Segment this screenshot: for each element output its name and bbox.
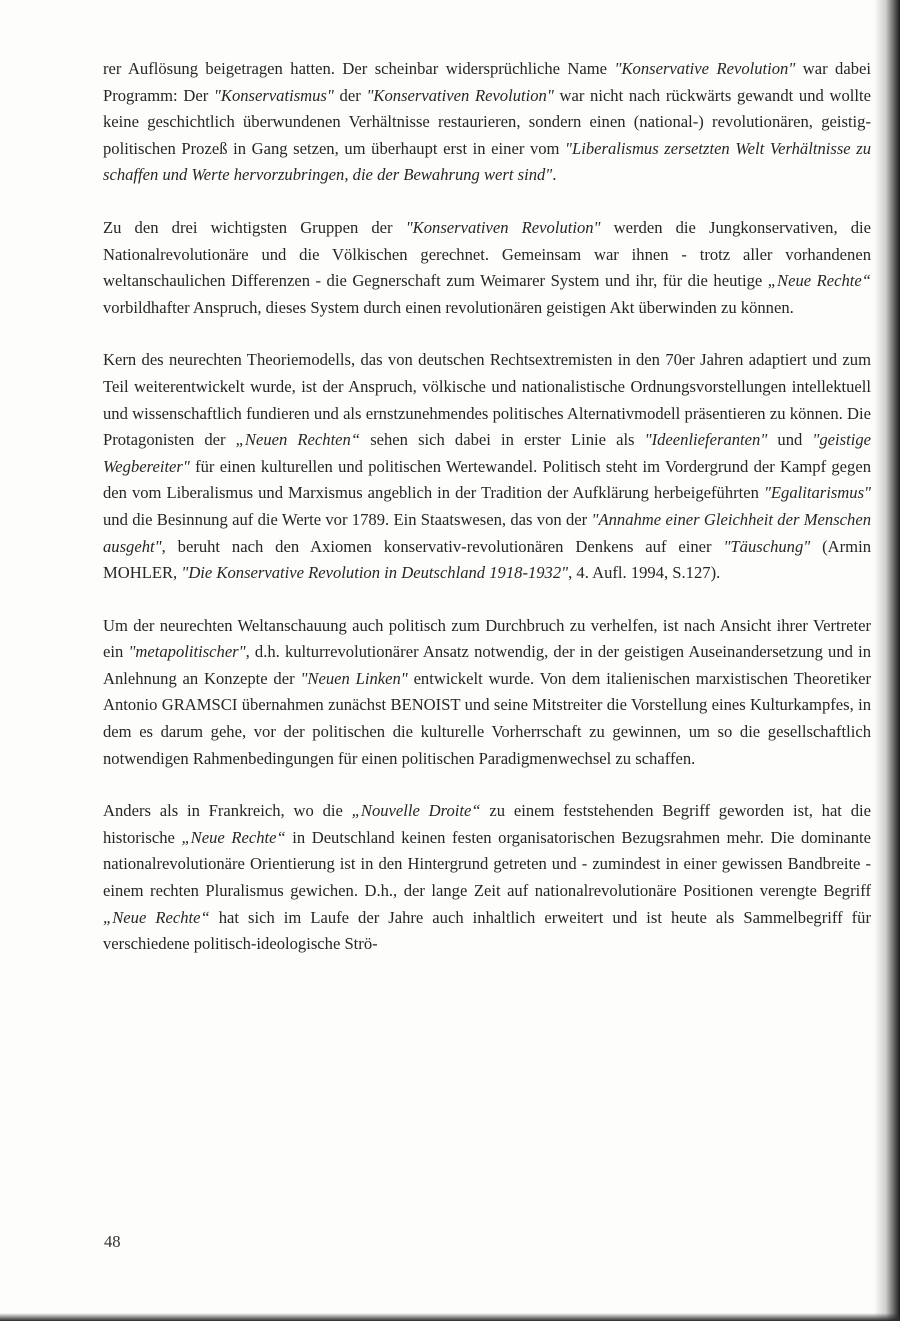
- text-run: rer Auflösung beigetragen hatten. Der scheinbar widersprüchliche Name: [103, 59, 615, 78]
- text-run: Um der neurechten Weltanschauung auch politisch zum Durchbruch zu verhelfen, ist nach Ansicht ihrer Vertreter ein: [103, 615, 871, 662]
- text-run: war dabei Programm: Der: [103, 59, 871, 105]
- italic-text-run: „Neue Rechte“: [767, 271, 871, 291]
- italic-text-run: "Annahme einer Gleichheit der Menschen ausgeht": [103, 509, 871, 556]
- text-run: hat sich im Laufe der Jahre auch inhaltlich erweitert und ist heute als Sammelbegriff für verschiedene politisch-ideologische Strö-: [103, 907, 871, 954]
- italic-text-run: "Konservative Revolution": [614, 59, 796, 78]
- text-run: zu einem feststehenden Begriff geworden ist, hat die historische: [103, 801, 871, 847]
- text-run: entwickelt wurde. Von dem italienischen marxistischen Theoretiker Antonio GRAMSCI übernahmen zunächst BENOIST und seine Mitstreiter die Vorstellung eines Kulturkampfes, in dem es darum gehe, vor der politischen die kulturelle Vorherrschaft zu gewinnen, um so die gesellschaftlich notwendigen Rahmenbedingungen für einen politischen Paradigmenwechsel zu schaffen.: [103, 668, 872, 768]
- italic-text-run: "Egalitarismus": [763, 483, 871, 503]
- text-column: [103, 56, 871, 958]
- text-run: und die Besinnung auf die Werte vor 1789. Ein Staatswesen, das von der: [103, 509, 592, 529]
- text-run: war nicht nach rückwärts gewandt und wollte keine geschichtlich überwundenen Verhältnisse restaurieren, sondern einen (national-) revolutionären, geistig-politischen Prozeß in Gang setzen, um überhaupt erst in einer vom: [103, 85, 871, 158]
- text-run: (Armin MOHLER,: [103, 536, 871, 583]
- text-run: , 4. Aufl. 1994, S.127).: [568, 563, 721, 583]
- italic-text-run: „Neuen Rechten“: [235, 430, 361, 450]
- italic-text-run: "geistige Wegbereiter": [103, 430, 872, 476]
- text-run: Zu den drei wichtigsten Gruppen der: [103, 217, 406, 237]
- text-run: in Deutschland keinen festen organisatorischen Bezugsrahmen mehr. Die dominante nationalrevolutionäre Orientierung ist in den Hintergrund getreten und - zumindest in einer gewissen Bandbreite - einem rechten Pluralismus gewichen. D.h., der lange Zeit auf nationalrevolutionäre Positionen verengte Begriff: [103, 827, 872, 901]
- italic-text-run: "Täuschung": [723, 536, 811, 556]
- text-run: der: [333, 85, 367, 105]
- text-run: für einen kulturellen und politischen Wertewandel. Politisch steht im Vordergrund der Kampf gegen den vom Liberalismus und Marxismus angeblich in der Tradition der Aufklärung herbeigeführten: [103, 456, 871, 503]
- page-bottom-shadow: [0, 1313, 900, 1321]
- paragraph-4: [103, 613, 871, 773]
- text-run: sehen sich dabei in erster Linie als: [360, 430, 645, 450]
- paragraph-2: [103, 215, 871, 321]
- italic-text-run: „Neue Rechte“: [103, 907, 210, 927]
- page-number: 48: [104, 1232, 121, 1251]
- italic-text-run: "Liberalismus zersetzten Welt Verhältnisse zu schaffen und Werte hervorzubringen, die der Bewahrung wert sind": [103, 138, 871, 185]
- paragraph-3: [103, 347, 871, 586]
- text-run: und: [767, 430, 813, 450]
- text-run: , d.h. kulturrevolutionärer Ansatz notwendig, der in der geistigen Auseinandersetzung und in Anlehnung an Konzepte der: [103, 642, 871, 688]
- italic-text-run: "Konservativen Revolution": [405, 217, 601, 237]
- italic-text-run: "Neuen Linken": [300, 668, 408, 688]
- italic-text-run: "metapolitischer": [128, 642, 246, 662]
- text-run: werden die Jungkonservativen, die Nationalrevolutionäre und die Völkischen gerechnet. Gemeinsam war ihnen - trotz aller vorhandenen weltanschaulichen Differenzen - die Gegnerschaft zum Weimarer System und ihr, für die heutige: [103, 217, 871, 291]
- paragraph-1: [103, 56, 871, 189]
- paragraph-5: [103, 798, 871, 958]
- text-run: Kern des neurechten Theoriemodells, das von deutschen Rechtsextremisten in den 70er Jahren adaptiert und zum Teil weiterentwickelt wurde, ist der Anspruch, völkische und nationalistische Ordnungsvorstellungen intellektuell und wissenschaftlich fundieren und als ernstzunehmendes politisches Alternativmodell präsentieren zu können. Die Protagonisten der: [103, 350, 871, 450]
- text-run: vorbildhafter Anspruch, dieses System durch einen revolutionären geistigen Akt überwinden zu können.: [103, 297, 794, 317]
- text-run: , beruht nach den Axiomen konservativ-revolutionären Denkens auf einer: [161, 536, 724, 556]
- italic-text-run: „Neue Rechte“: [181, 827, 286, 847]
- italic-text-run: "Konservatismus": [213, 85, 334, 105]
- text-run: Anders als in Frankreich, wo die: [103, 801, 352, 821]
- italic-text-run: „Nouvelle Droite“: [351, 801, 481, 821]
- italic-text-run: "Die Konservative Revolution in Deutschland 1918-1932": [181, 563, 569, 583]
- italic-text-run: "Ideenlieferanten": [644, 430, 768, 450]
- italic-text-run: "Konservativen Revolution": [366, 85, 554, 105]
- text-run: .: [552, 165, 557, 185]
- book-binding-shadow: [874, 0, 900, 1321]
